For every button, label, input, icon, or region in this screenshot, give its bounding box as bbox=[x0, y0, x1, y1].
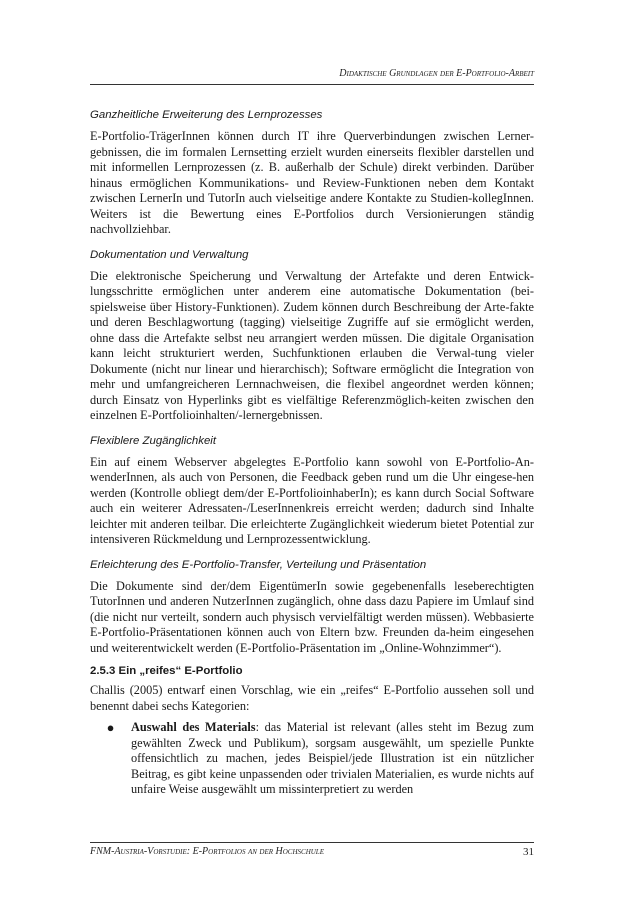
page-body bbox=[90, 98, 534, 798]
page-footer bbox=[90, 842, 534, 857]
section-heading: Flexiblere Zugänglichkeit bbox=[90, 434, 216, 447]
subsection-intro: Challis (2005) entwarf einen Vorschlag, wie ein „reifes“ E-Portfolio aussehen soll und benennt dabei sechs Kategorien: bbox=[90, 683, 534, 713]
category-list bbox=[90, 720, 534, 798]
subsection-heading: 2.5.3 Ein „reifes“ E-Portfolio bbox=[90, 665, 243, 677]
header-rule bbox=[90, 84, 534, 85]
section-holistic bbox=[90, 108, 534, 238]
page-number: 31 bbox=[523, 846, 534, 858]
section-heading: Dokumentation und Verwaltung bbox=[90, 248, 249, 261]
paragraph: Ein auf einem Webserver abgelegtes E-Portfolio kann sowohl von E-Portfolio-An-wenderInnen, als auch von Personen, die Feedback geben rund um die Uhr eingese-hen werden (Kontrolle obliegt dem/der E-PortfolioinhaberIn); es kann durch Social Software auch ein weiterer Adressaten-/LeserInnenkreis erreicht werden; dadurch sind Inhalte leichter mit anderen teilbar. Die erleichterte Zugänglichkeit wiederum bietet Potential zur intensiveren Rückmeldung und Lernprozessentwicklung. bbox=[90, 454, 534, 546]
paragraph: E-Portfolio-TrägerInnen können durch IT ihre Querverbindungen zwischen Lerner-gebnissen, die im formalen Lernsetting erzielt wurden einerseits flexibler darstellen und mit informellen Lernprozessen (z. B. außerhalb der Schule) direkt verbinden. Darüber hinaus ermöglichen Kommunikations- und Review-Funktionen neben dem Kontakt zwischen LernerIn und TutorIn auch vielseitige andere Kontakte zu Studien-kollegInnen. Weiters ist die Bewertung eines E-Portfolios durch Versionierungen ständig nachvollziehbar. bbox=[90, 129, 534, 236]
paragraph: Die Dokumente sind der/dem EigentümerIn sowie gegebenenfalls leseberechtigten TutorInnen und anderen NutzerInnen zugänglich, ohne dass dazu Papiere im Umlauf sind (die nicht nur verteilt, sondern auch physisch vervielfältigt werden müssen). Webbasierte E-Portfolio-Präsentationen können auch von Eltern bzw. Freunden da-heim eingesehen und weiterentwickelt werden (E-Portfolio-Präsentation im „Online-Wohnzimmer“). bbox=[90, 578, 534, 655]
bullet-icon: ● bbox=[106, 720, 115, 735]
section-heading: Ganzheitliche Erweiterung des Lernprozesses bbox=[90, 109, 323, 121]
section-transfer bbox=[90, 558, 534, 657]
section-accessibility bbox=[90, 434, 534, 548]
paragraph: Die elektronische Speicherung und Verwaltung der Artefakte und deren Entwick-lungsschritte ermöglichen unter anderem eine automatische Dokumentation (bei-spielsweise über History-Funktionen). Zudem können durch Beschreibung der Arte-fakte und deren Beschlagwortung (tagging) vielseitige Zugriffe auf sie ermöglicht werden, ohne dass die Artefakte selbst neu arrangiert werden müssen. Die digitale Organisation kann leicht strukturiert werden, Suchfunktionen erlauben die Verwal-tung vieler Dokumente (nicht nur linear und hierarchisch); Software ermöglicht die Integration von mehr und umfangreicheren Lernnachweisen, die flexibel angeordnet werden können; durch Einsatz von Hyperlinks gibt es vielfältige Referenzmöglich-keiten zwischen den einzelnen E-Portfolioinhalten/-lernergebnissen. bbox=[90, 268, 534, 422]
list-item-text: : das Material ist relevant (alles steht im Bezug zum gewählten Zweck und Publikum), sorgsam ausgewählt, um spezielle Punkte offensichtlich zu machen, jedes Beispiel/jede Illustration ist ein nützlicher Beitrag, es gibt keine unpassenden oder trivialen Materialien, es wurde nichts auf unfaire Weise ausgewählt um missinterpretiert zu werden bbox=[131, 720, 534, 796]
section-documentation bbox=[90, 248, 534, 424]
list-item bbox=[90, 720, 534, 798]
subsection-mature-eportfolio bbox=[90, 664, 534, 798]
footer-title: FNM-Austria-Vorstudie: E-Portfolios an der Hochschule bbox=[90, 846, 324, 857]
running-head: Didaktische Grundlagen der E-Portfolio-Arbeit bbox=[339, 68, 534, 79]
section-heading: Erleichterung des E-Portfolio-Transfer, Verteilung und Präsentation bbox=[90, 558, 427, 571]
list-item-term: Auswahl des Materials bbox=[131, 720, 256, 734]
